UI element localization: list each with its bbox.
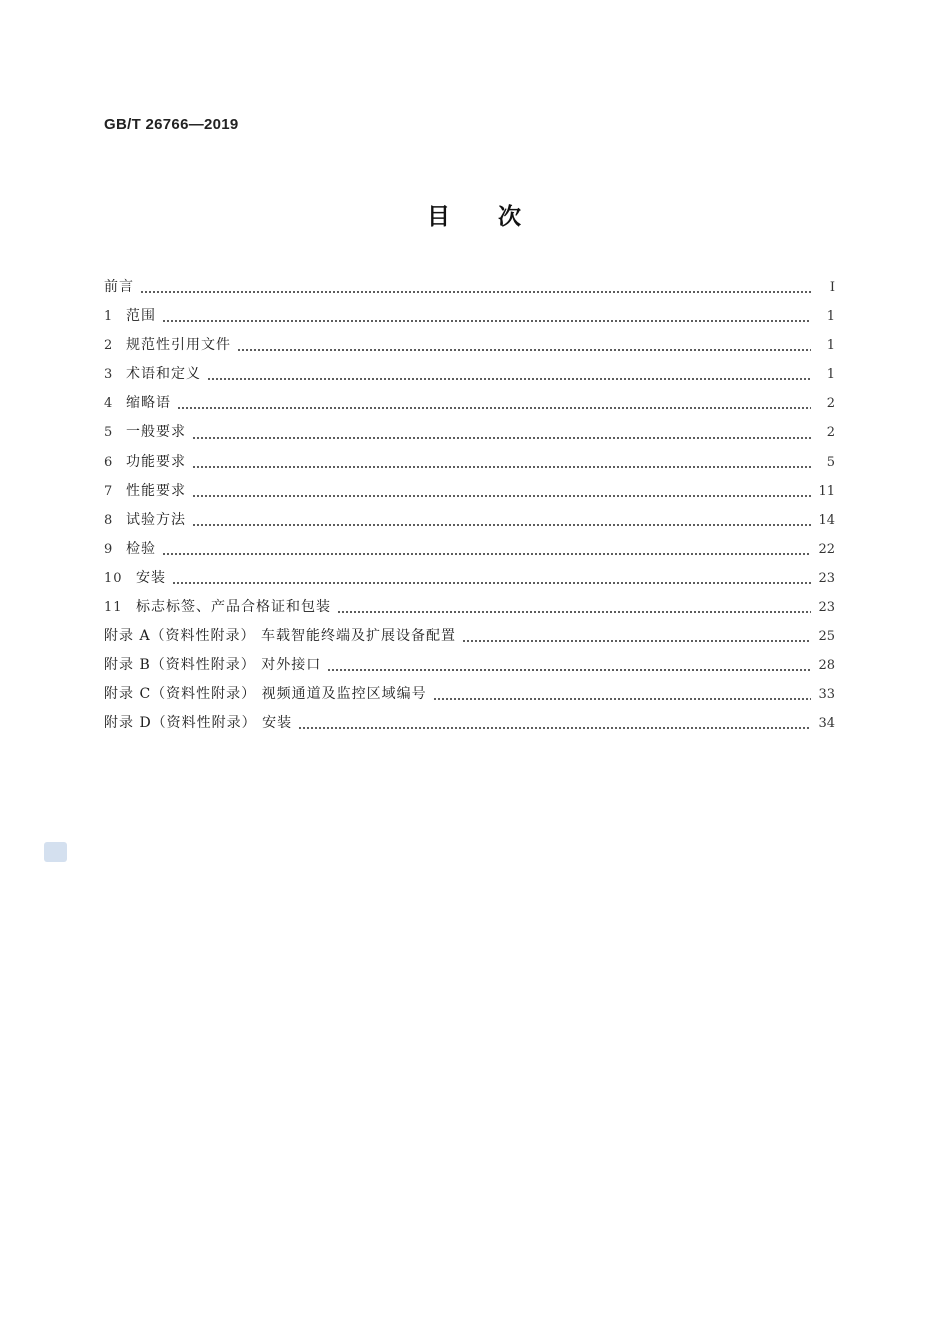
toc-page-number: 1 bbox=[826, 309, 835, 325]
dot-leader bbox=[327, 663, 811, 677]
dot-leader bbox=[433, 692, 811, 706]
toc-entry-title: 一般要求 bbox=[126, 424, 186, 441]
toc-entry-number: 11 bbox=[104, 600, 123, 616]
toc-entry-title: 前言 bbox=[104, 279, 134, 295]
dot-leader bbox=[207, 372, 811, 386]
dot-leader bbox=[462, 634, 811, 648]
toc-entry-6[interactable] bbox=[104, 451, 835, 480]
toc-entry-number: 2 bbox=[104, 338, 114, 354]
toc-entry-5[interactable] bbox=[104, 421, 835, 450]
toc-entry-number: 7 bbox=[104, 483, 114, 499]
toc-page-number: 1 bbox=[826, 367, 835, 383]
watermark-stamp bbox=[44, 842, 67, 862]
toc-entry-number: 4 bbox=[104, 396, 114, 412]
toc-entry-appendix-d[interactable] bbox=[104, 712, 835, 741]
toc-page-number: 11 bbox=[818, 483, 835, 499]
dot-leader bbox=[192, 518, 811, 532]
toc-page-number: 23 bbox=[818, 570, 835, 586]
toc-entry-1[interactable] bbox=[104, 305, 835, 334]
dot-leader bbox=[177, 401, 811, 415]
toc-list bbox=[104, 276, 835, 742]
dot-leader bbox=[162, 547, 811, 561]
dot-leader bbox=[192, 489, 811, 503]
toc-page-number: 2 bbox=[826, 425, 835, 441]
toc-entry-title: 安装 bbox=[136, 569, 166, 586]
toc-entry-title: 附录 D（资料性附录） 安装 bbox=[104, 715, 293, 732]
dot-leader bbox=[172, 576, 811, 590]
toc-entry-title: 标志标签、产品合格证和包装 bbox=[136, 599, 331, 616]
toc-entry-number: 3 bbox=[104, 367, 114, 383]
toc-page-number: 5 bbox=[826, 454, 835, 470]
toc-entry-title: 范围 bbox=[126, 308, 156, 325]
toc-entry-number: 5 bbox=[104, 425, 114, 441]
toc-page-number: 33 bbox=[818, 687, 835, 703]
dot-leader bbox=[162, 314, 811, 328]
toc-entry-2[interactable] bbox=[104, 334, 835, 363]
toc-entry-title: 附录 B（资料性附录） 对外接口 bbox=[104, 657, 322, 674]
dot-leader bbox=[298, 721, 811, 735]
standard-code: GB/T 26766—2019 bbox=[104, 116, 239, 133]
toc-entry-title: 功能要求 bbox=[126, 453, 186, 470]
toc-entry-10[interactable] bbox=[104, 567, 835, 596]
toc-entry-title: 缩略语 bbox=[126, 395, 171, 412]
toc-entry-number: 9 bbox=[104, 541, 114, 557]
toc-title bbox=[0, 198, 950, 231]
toc-page-number: Ⅰ bbox=[829, 280, 835, 295]
toc-entry-title: 规范性引用文件 bbox=[126, 337, 231, 354]
toc-entry-title: 附录 C（资料性附录） 视频通道及监控区域编号 bbox=[104, 686, 427, 703]
dot-leader bbox=[192, 460, 811, 474]
toc-title-right: 次 bbox=[498, 204, 523, 230]
toc-entry-preface[interactable] bbox=[104, 276, 835, 305]
toc-entry-title: 附录 A（资料性附录） 车载智能终端及扩展设备配置 bbox=[104, 628, 457, 645]
toc-page-number: 23 bbox=[818, 600, 835, 616]
toc-entry-title: 试验方法 bbox=[126, 511, 186, 528]
toc-entry-4[interactable] bbox=[104, 392, 835, 421]
toc-page-number: 1 bbox=[826, 338, 835, 354]
toc-title-left: 目 bbox=[427, 204, 452, 230]
toc-entry-number: 1 bbox=[104, 309, 114, 325]
toc-entry-3[interactable] bbox=[104, 363, 835, 392]
dot-leader bbox=[337, 605, 811, 619]
toc-page-number: 2 bbox=[826, 396, 835, 412]
toc-entry-number: 10 bbox=[104, 570, 123, 586]
toc-page-number: 22 bbox=[818, 541, 835, 557]
toc-entry-appendix-a[interactable] bbox=[104, 625, 835, 654]
toc-entry-7[interactable] bbox=[104, 480, 835, 509]
dot-leader bbox=[140, 285, 811, 299]
toc-entry-title: 性能要求 bbox=[126, 482, 186, 499]
toc-entry-title: 检验 bbox=[126, 540, 156, 557]
toc-entry-number: 6 bbox=[104, 454, 114, 470]
toc-entry-appendix-b[interactable] bbox=[104, 654, 835, 683]
toc-entry-8[interactable] bbox=[104, 509, 835, 538]
toc-page-number: 14 bbox=[818, 512, 835, 528]
toc-entry-11[interactable] bbox=[104, 596, 835, 625]
toc-page-number: 28 bbox=[818, 658, 835, 674]
toc-entry-9[interactable] bbox=[104, 538, 835, 567]
toc-entry-appendix-c[interactable] bbox=[104, 683, 835, 712]
toc-entry-title: 术语和定义 bbox=[126, 366, 201, 383]
toc-page-number: 25 bbox=[818, 629, 835, 645]
toc-entry-number: 8 bbox=[104, 512, 114, 528]
dot-leader bbox=[237, 343, 811, 357]
toc-page-number: 34 bbox=[818, 716, 835, 732]
dot-leader bbox=[192, 431, 811, 445]
